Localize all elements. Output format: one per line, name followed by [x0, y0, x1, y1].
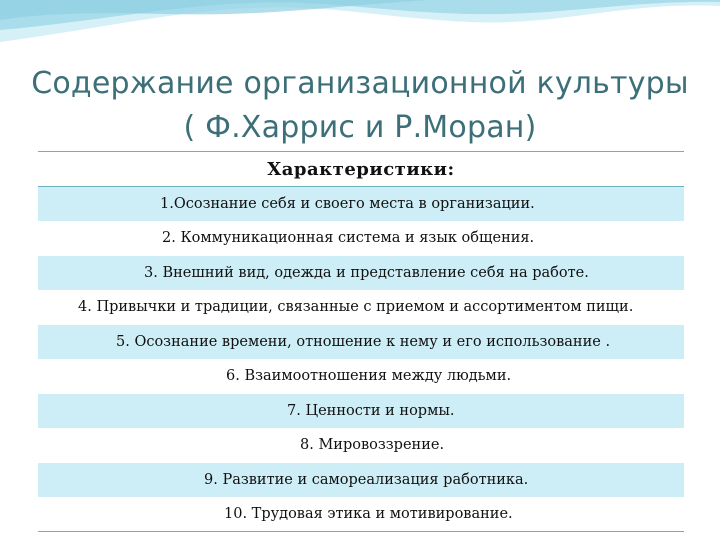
- row-text: 2. Коммуникационная система и язык общения.: [162, 230, 535, 247]
- row-text: 1.Осознание себя и своего места в организации.: [160, 195, 535, 212]
- row-text: 4. Привычки и традиции, связанные с приемом и ассортиментом пищи.: [78, 299, 634, 316]
- table-row: [38, 360, 684, 395]
- row-text: 5. Осознание времени, отношение к нему и его использование .: [116, 333, 611, 350]
- characteristics-table: [38, 151, 684, 532]
- title-line-1: Содержание организационной культуры: [31, 66, 689, 101]
- row-text: 8. Мировоззрение.: [300, 437, 445, 454]
- decorative-wave: [0, 0, 720, 60]
- row-text: 3. Внешний вид, одежда и представление себя на работе.: [144, 264, 589, 281]
- page-title: [0, 62, 720, 150]
- row-text: 7. Ценности и нормы.: [287, 402, 455, 419]
- table-row: [38, 463, 684, 498]
- table-row: [38, 222, 684, 257]
- table-header: Характеристики:: [38, 151, 684, 187]
- table-row: [38, 187, 684, 222]
- table-row: [38, 429, 684, 464]
- row-text: 10. Трудовая этика и мотивирование.: [224, 506, 513, 523]
- title-line-2: ( Ф.Харрис и Р.Моран): [183, 110, 537, 145]
- row-text: 6. Взаимоотношения между людьми.: [226, 368, 512, 385]
- table-row: [38, 291, 684, 326]
- row-text: 9. Развитие и самореализация работника.: [204, 471, 529, 488]
- table-row: [38, 498, 684, 533]
- table-row: [38, 256, 684, 291]
- table-row: [38, 394, 684, 429]
- table-row: [38, 325, 684, 360]
